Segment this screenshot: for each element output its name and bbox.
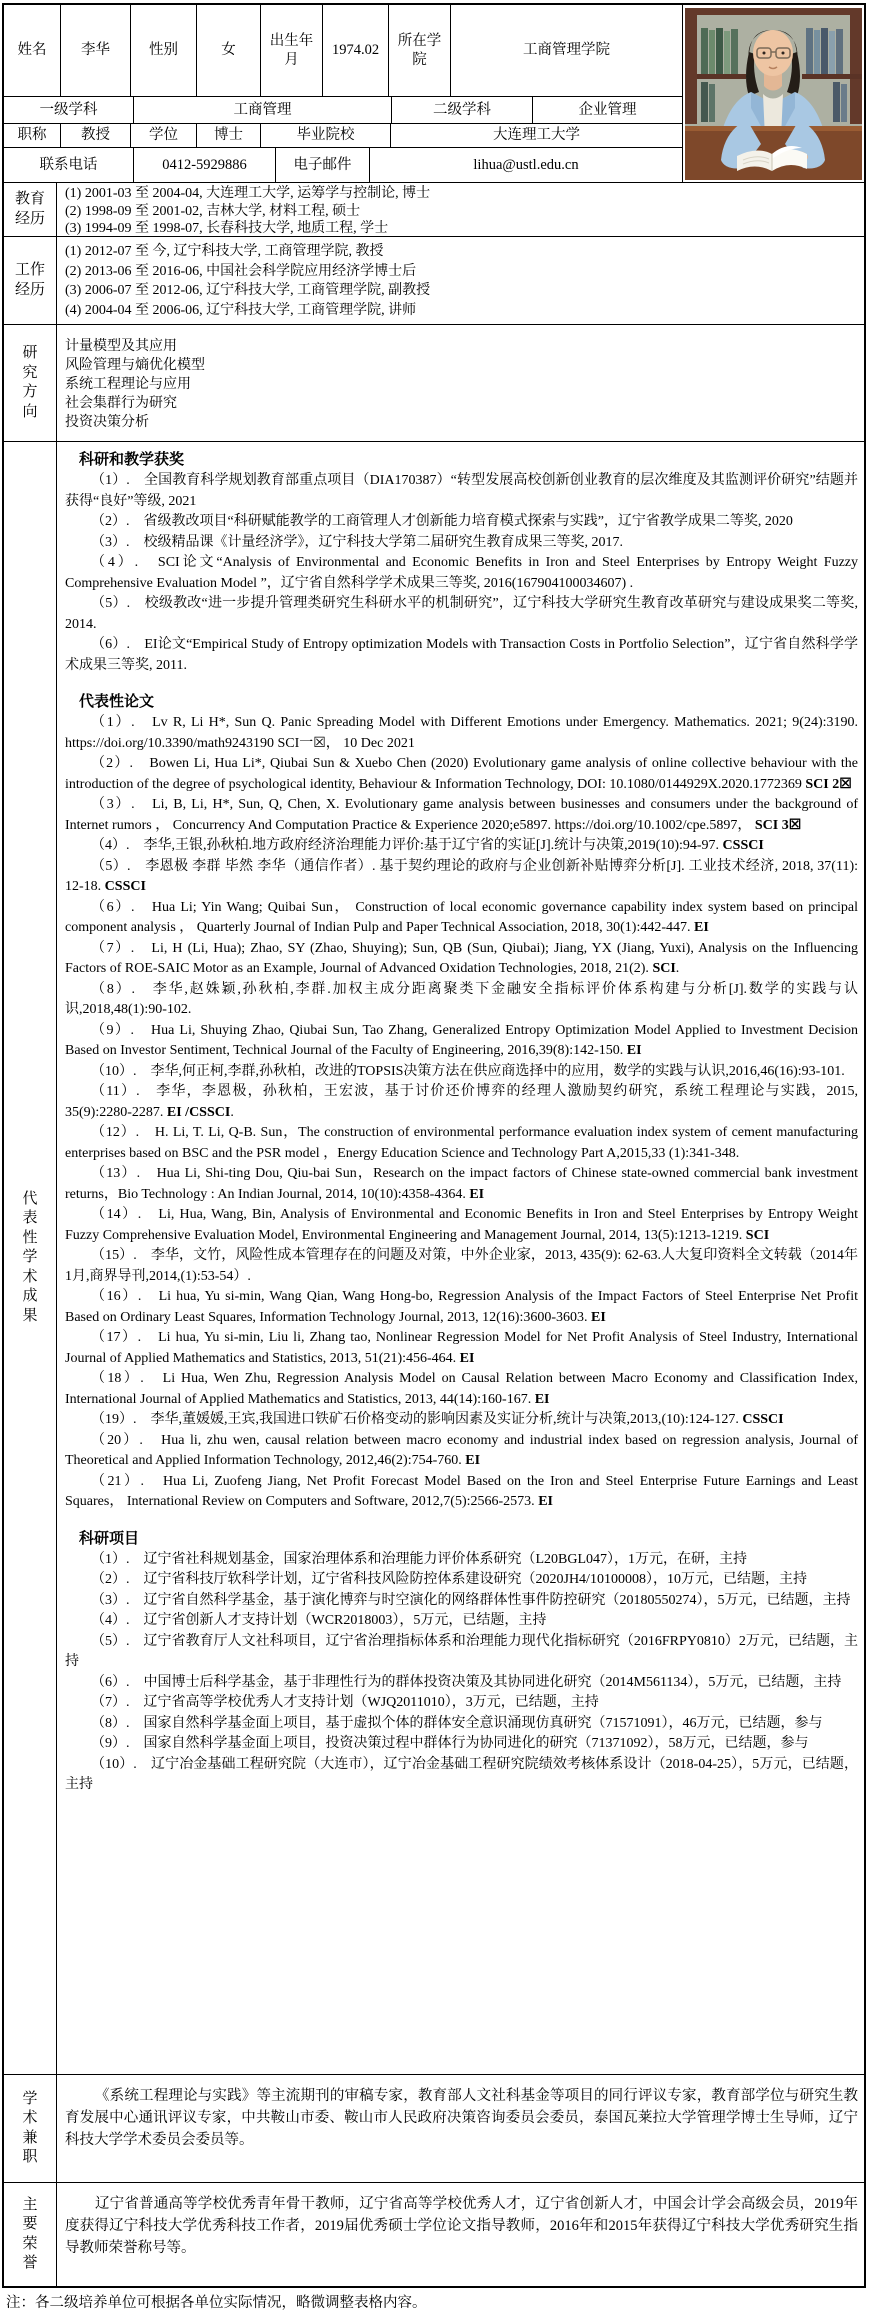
name-label: 姓名: [4, 5, 61, 96]
list-item: （15）. 李华，文竹，风险性成本管理存在的问题及对策，中外企业家，2013, 435(9): 62-63.人大复印资料全文转载（2014年1月,商界导刊,2014,(1):53-54）.: [65, 1248, 858, 1284]
list-item: （8）. 李华,赵姝颖,孙秋柏,李群.加权主成分距离聚类下金融安全指标评价体系构建与分析[J].数学的实践与认识,2018,48(1):90-102.: [65, 981, 858, 1017]
section-work: [4, 237, 864, 325]
list-item: （7）. 辽宁省高等学校优秀人才支持计划（WJQ2011010），3万元，已结题，主持: [91, 1695, 599, 1710]
portrait-photo: [683, 5, 864, 182]
list-item: （13）. Hua Li, Shi-ting Dou, Qiu-bai Sun，Research on the impact factors of Chinese state-owned commercial bank investment returns，Bio Technology : An Indian Journal, 2014, 10(10):4358-4364. EI: [65, 1166, 858, 1202]
title-value: 教授: [61, 124, 131, 147]
section-achievements-content: [57, 442, 864, 2074]
section-research-content: [57, 325, 864, 441]
row-title-degree: [4, 124, 682, 148]
list-item: （19）. 李华,董媛媛,王宾,我国进口铁矿石价格变动的影响因素及实证分析,统计与决策,2013,(10):124-127. CSSCI: [91, 1412, 784, 1427]
list-item: (2) 1998-09 至 2001-02, 吉林大学, 材料工程, 硕士: [65, 203, 361, 219]
section-research-label-text: 研究方向: [22, 345, 38, 420]
awards-list: [65, 471, 858, 676]
list-item: （9）. Hua Li, Shuying Zhao, Qiubai Sun, Tao Zhang, Generalized Entropy Optimization Model Applied to Investment Decision Based on Investor Sentiment, Technical Journal of the Faculty of Engineering, 2016,39(8):142-150. EI: [65, 1022, 858, 1058]
section-honors: [4, 2183, 864, 2286]
section-positions-label-text: 学术兼职: [22, 2090, 38, 2165]
portrait-photo-illustration: [685, 8, 862, 180]
honors-text: 辽宁省普通高等学校优秀青年骨干教师，辽宁省高等学校优秀人才，辽宁省创新人才，中国会计学会高级会员，2019年度获得辽宁科技大学优秀科技工作者，2019届优秀硕士学位论文指导教师，2016年和2015年获得辽宁科技大学优秀研究生指导教师荣誉称号等。: [65, 2196, 858, 2256]
list-item: (2) 2013-06 至 2016-06, 中国社会科学院应用经济学博士后: [65, 263, 417, 279]
list-item: (1) 2001-03 至 2004-04, 大连理工大学, 运筹学与控制论, 博士: [65, 186, 431, 201]
section-work-label: [4, 237, 57, 324]
list-item: （8）. 国家自然科学基金面上项目，基于虚拟个体的群体安全意识涌现仿真研究（71571091），46万元，已结题，参与: [91, 1715, 823, 1731]
list-item: (4) 2004-04 至 2006-06, 辽宁科技大学, 工商管理学院, 讲师: [65, 302, 417, 318]
birth-value: 1974.02: [323, 5, 389, 96]
row-contact: [4, 148, 682, 182]
section-work-label-text: 工作经历: [14, 262, 45, 298]
list-item: 风险管理与熵优化模型: [65, 358, 205, 373]
section-achievements-label-text: 代表性学术成果: [22, 1190, 38, 1324]
list-item: (3) 2006-07 至 2012-06, 辽宁科技大学, 工商管理学院, 副教授: [65, 283, 431, 298]
list-item: （20）. Hua li, zhu wen, causal relation between macro economy and industrial index based on regression analysis, Journal of Theoretical and Applied Information Technology, 2012,46(2):754-760. EI: [65, 1432, 858, 1468]
discipline1-label: 一级学科: [4, 97, 134, 123]
papers-heading: 代表性论文: [79, 694, 155, 710]
list-item: （10）. 辽宁冶金基础工程研究院（大连市），辽宁冶金基础工程研究院绩效考核体系设计（2018-04-25），5万元，已结题，主持: [65, 1756, 858, 1792]
section-honors-content: [57, 2183, 864, 2286]
section-education-content: [57, 183, 864, 236]
footer-note: 注：各二级培养单位可根据各单位实际情况，略微调整表格内容。: [6, 2295, 427, 2311]
papers-list: [65, 713, 858, 1513]
gender-label: 性别: [131, 5, 197, 96]
email-label: 电子邮件: [276, 148, 370, 182]
list-item: （11）. 李华，李恩极，孙秋柏，王宏波，基于讨价还价博弈的经理人激励契约研究，系统工程理论与实践，2015, 35(9):2280-2287. EI /CSSCI.: [65, 1084, 858, 1120]
list-item: 社会集群行为研究: [65, 396, 177, 411]
list-item: （16）. Li hua, Yu si-min, Wang Qian, Wang Hong-bo, Regression Analysis of the Impact Factors of Steel Enterprise Net Profit Based on Ordinary Least Squares, Information Technology Journal, 2013, 12(16):3600-3603. EI: [65, 1289, 858, 1325]
header-block: [4, 5, 864, 183]
list-item: 系统工程理论与应用: [65, 377, 191, 392]
college-label: 所在学院: [389, 5, 451, 96]
projects-heading: 科研项目: [79, 1530, 140, 1547]
section-education-label-text: 教育经历: [14, 191, 45, 227]
degree-value: 博士: [197, 124, 261, 147]
list-item: （2）. 辽宁省科技厅软科学计划，辽宁省科技风险防控体系建设研究（2020JH4/10100008），10万元，已结题，主持: [91, 1572, 807, 1587]
awards-heading: 科研和教学获奖: [79, 452, 185, 468]
list-item: （4）. 辽宁省创新人才支持计划（WCR2018003），5万元，已结题，主持: [91, 1613, 547, 1628]
list-item: （2）. Bowen Li, Hua Li*, Qiubai Sun & Xuebo Chen (2020) Evolutionary game analysis of online collective behaviour with the introduction of the degree of psychological identity, Behaviour & Information Technology, DOI: 10.1080/0144929X.2020.1772369 SCI 2☒: [65, 756, 858, 792]
title-label: 职称: [4, 124, 61, 147]
row-basic-info: [4, 5, 682, 97]
positions-text: 《系统工程理论与实践》等主流期刊的审稿专家，教育部人文社科基金等项目的同行评议专家，教育部学位与研究生教育发展中心通讯评议专家，中共鞍山市委、鞍山市人民政府决策咨询委员会委员，泰国瓦莱拉大学管理学博士生导师，辽宁科技大学学术委员会委员等。: [65, 2088, 858, 2148]
list-item: （17）. Li hua, Yu si-min, Liu li, Zhang tao, Nonlinear Regression Model for Net Profit Analysis of Steel Industry, International Journal of Applied Mathematics and Statistics, 2013, 51(21):456-464. EI: [65, 1330, 858, 1366]
list-item: （2）. 省级教改项目“科研赋能教学的工商管理人才创新能力培育模式探索与实践”，辽宁省教学成果二等奖, 2020: [91, 514, 793, 529]
section-honors-label-text: 主要荣誉: [22, 2196, 38, 2271]
degree-label: 学位: [131, 124, 197, 147]
projects-list: [65, 1550, 858, 1796]
discipline1-value: 工商管理: [134, 97, 392, 123]
section-positions-label: [4, 2075, 57, 2182]
phone-label: 联系电话: [4, 148, 134, 182]
list-item: （5）. 李恩极 李群 毕然 李华（通信作者）. 基于契约理论的政府与企业创新补贴博弈分析[J]. 工业技术经济, 2018, 37(11): 12-18. CSSCI: [65, 858, 858, 894]
list-item: （7）. Li, H (Li, Hua); Zhao, SY (Zhao, Shuying); Sun, QB (Sun, Qiubai); Jiang, YX (Jiang, Yuxi), Analysis on the Influencing Factors of ROE-SAIC Motor as an Example, Journal of Advanced Oxidation Technologies, 2018, 21(2). SCI.: [65, 940, 858, 976]
list-item: 投资决策分析: [65, 415, 149, 430]
section-research: [4, 325, 864, 442]
section-positions: [4, 2075, 864, 2183]
cv-table: [2, 3, 866, 2288]
college-value: 工商管理学院: [523, 42, 610, 59]
section-work-content: [57, 237, 864, 324]
list-item: 计量模型及其应用: [65, 339, 177, 354]
header-fields: [4, 5, 683, 182]
list-item: （5）. 辽宁省教育厅人文社科项目，辽宁省治理指标体系和治理能力现代化指标研究（2016FRPY0810）2万元，已结题，主持: [65, 1633, 858, 1669]
list-item: （6）. EI论文“Empirical Study of Entropy optimization Models with Transaction Costs in Portfolio Selection”，辽宁省自然科学学术成果三等奖, 2011.: [65, 637, 858, 673]
list-item: （3）. 辽宁省自然科学基金，基于演化博弈与时空演化的网络群体性事件防控研究（20180550274），5万元，已结题，主持: [91, 1592, 851, 1608]
list-item: （14）. Li, Hua, Wang, Bin, Analysis of Environmental and Economic Benefits in Iron and Steel Enterprises by Entropy Weight Fuzzy Comprehensive Evaluation Model, Environmental Engineering and Management Journal, 2014, 13(5):1213-1219. SCI: [65, 1207, 858, 1243]
phone-value: 0412-5929886: [134, 148, 276, 182]
list-item: (1) 2012-07 至 今, 辽宁科技大学, 工商管理学院, 教授: [65, 244, 384, 259]
list-item: （21）. Hua Li, Zuofeng Jiang, Net Profit Forecast Model Based on the Iron and Steel Enterprise Future Earnings and Least Squares， International Review on Computers and Software, 2012,7(5):2566-2573. EI: [65, 1473, 858, 1509]
list-item: （6）. 中国博士后科学基金，基于非理性行为的群体投资决策及其协同进化研究（2014M561134），5万元，已结题，主持: [91, 1674, 842, 1690]
list-item: （4）. 李华,王银,孙秋柏.地方政府经济治理能力评价:基于辽宁省的实证[J].统计与决策,2019(10):94-97. CSSCI: [91, 838, 764, 853]
school-value: 大连理工大学: [493, 127, 580, 144]
row-disciplines: [4, 97, 682, 124]
section-education: [4, 183, 864, 237]
email-value: lihua@ustl.edu.cn: [473, 156, 579, 173]
list-item: （18）. Li Hua, Wen Zhu, Regression Analysis Model on Causal Relation between Macro Economy and Classification Index, International Journal of Applied Mathematics and Statistics, 2013, 44(14):160-167. EI: [65, 1371, 858, 1407]
section-education-label: [4, 183, 57, 236]
list-item: （3）. 校级精品课《计量经济学》，辽宁科技大学第二届研究生教育成果三等奖, 2017.: [91, 534, 623, 550]
section-achievements-label: [4, 442, 57, 2074]
list-item: （6）. Hua Li; Yin Wang; Quibai Sun， Construction of local economic governance capability index system based on principal component analysis ， Quarterly Journal of Indian Pulp and Paper Technical Association, 2018, 30(1):442-447. EI: [65, 899, 858, 935]
name-value: 李华: [61, 5, 131, 96]
list-item: （4）. SCI论文“Analysis of Environmental and Economic Benefits in Iron and Steel Enterprises by Entropy Weight Fuzzy Comprehensive Evaluation Model ”，辽宁省自然科学学术成果三等奖, 2016(167904100034607) .: [65, 555, 858, 591]
list-item: （1）. 辽宁省社科规划基金，国家治理体系和治理能力评价体系研究（L20BGL047），1万元，在研，主持: [91, 1551, 748, 1567]
list-item: (3) 1994-09 至 1998-07, 长春科技大学, 地质工程, 学士: [65, 221, 389, 236]
section-achievements: [4, 442, 864, 2075]
section-honors-label: [4, 2183, 57, 2286]
list-item: （3）. Li, B, Li, H*, Sun, Q, Chen, X. Evolutionary game analysis between businesses and consumers under the background of Internet rumors ， Concurrency And Computation Practice & Experience 2020;e5897. https://doi.org/10.1002/cpe.5897， SCI 3☒: [65, 797, 858, 833]
list-item: （9）. 国家自然科学基金面上项目，投资决策过程中群体行为协同进化的研究（71371092），58万元，已结题，参与: [91, 1736, 809, 1751]
list-item: （10）. 李华,何正柯,李群,孙秋柏，改进的TOPSIS决策方法在供应商选择中的应用，数学的实践与认识,2016,46(16):93-101.: [91, 1063, 845, 1079]
gender-value: 女: [197, 5, 261, 96]
birth-label: 出生年月: [261, 5, 323, 96]
section-research-label: [4, 325, 57, 441]
discipline2-value: 企业管理: [578, 101, 637, 118]
discipline2-label: 二级学科: [392, 97, 533, 123]
list-item: （1）. 全国教育科学规划教育部重点项目（DIA170387）“转型发展高校创新创业教育的层次维度及其监测评价研究”结题并获得“良好”等级, 2021: [65, 473, 858, 509]
list-item: （1）. Lv R, Li H*, Sun Q. Panic Spreading Model with Different Emotions under Emergency. Mathematics. 2021; 9(24):3190. https://doi.org/10.3390/math9243190 SCI一☒， 10 Dec 2021: [65, 715, 858, 751]
section-positions-content: [57, 2075, 864, 2182]
list-item: （12）. H. Li, T. Li, Q-B. Sun，The construction of environmental performance evaluation index system of cement manufacturing enterprises based on BSC and the PSR model ，Energy Education Science and Technology Part A,2015,33 (1):341-348.: [65, 1125, 858, 1161]
school-label: 毕业院校: [261, 124, 391, 147]
list-item: （5）. 校级教改“进一步提升管理类研究生科研水平的机制研究”，辽宁科技大学研究生教育改革研究与建设成果奖二等奖, 2014.: [65, 596, 858, 632]
